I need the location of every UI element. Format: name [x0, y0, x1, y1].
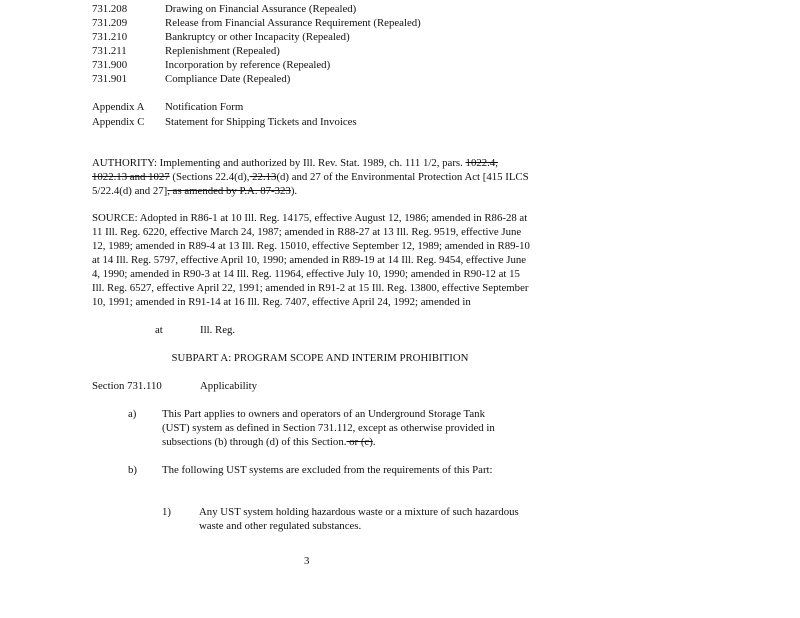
source-paragraph [92, 211, 532, 309]
appendix-title: Notification Form [165, 101, 244, 113]
section-title: Applicability [200, 380, 257, 392]
appendix-title: Statement for Shipping Tickets and Invoices [165, 116, 357, 128]
toc-title: Release from Financial Assurance Requirement (Repealed) [165, 17, 421, 29]
toc-number: 731.900 [92, 59, 128, 71]
source-text: SOURCE: Adopted in R86-1 at 10 Ill. Reg. 14175, effective August 12, 1986; amended in R86-28 at 11 Ill. Reg. 6220, effective March 24, 1987; amended in R88-27 at 13 Ill. Reg. 9519, effective June 12, 1989; amended in R89-4 at 13 Ill. Reg. 15010, effective September 12, 1989; amended in R89-10 at 14 Ill. Reg. 5797, effective April 10, 1990; amended in R89-19 at 14 Ill. Reg. 9454, effective June 4, 1990; amended in R90-3 at 14 Ill. Reg. 11964, effective July 10, 1990; amended in R90-12 at 15 Ill. Reg. 6527, effective April 22, 1991; amended in R91-2 at 15 Ill. Reg. 13800, effective September 10, 1991; amended in R91-14 at 16 Ill. Reg. 7407, effective April 24, 1992; amended in [92, 212, 530, 308]
item-b-label: b) [128, 464, 137, 476]
item-a-body: This Part applies to owners and operators of an Underground Storage Tank (UST) system as defined in Section 731.112, except as otherwise provided in subsections (b) through (d) of this Section. [162, 408, 495, 448]
toc-number: 731.208 [92, 3, 128, 15]
authority-text: AUTHORITY: Implementing and authorized by Ill. Rev. Stat. 1989, ch. 111 1/2, pars. [92, 157, 463, 169]
authority-deleted-text: 1022.4, 1022.13 and 1027 [92, 157, 498, 183]
item-b-text: The following UST systems are excluded from the requirements of this Part: [162, 464, 493, 476]
toc-title: Drawing on Financial Assurance (Repealed) [165, 3, 357, 15]
source-blank-reg: Ill. Reg. [200, 324, 236, 336]
toc-number: 731.211 [92, 45, 127, 57]
item-a-end: . [372, 436, 376, 448]
source-blank-at: at [155, 324, 163, 336]
toc-number: 731.901 [92, 73, 128, 85]
authority-deleted-text: 22.13 [249, 171, 277, 183]
page-number: 3 [304, 555, 310, 567]
toc-title: Replenishment (Repealed) [165, 45, 280, 57]
item-a-text [162, 407, 512, 449]
toc-title: Incorporation by reference (Repealed) [165, 59, 331, 71]
toc-number: 731.209 [92, 17, 128, 29]
item-a-deleted-text: or (c) [346, 436, 373, 448]
appendix-label: Appendix A [92, 101, 145, 113]
toc-number: 731.210 [92, 31, 128, 43]
authority-text: ). [290, 185, 298, 197]
authority-paragraph [92, 156, 532, 198]
toc-title: Bankruptcy or other Incapacity (Repealed) [165, 31, 350, 43]
item-a-label: a) [128, 408, 137, 420]
authority-text: (Sections 22.4(d), [169, 171, 250, 183]
item-b1-label: 1) [162, 506, 171, 518]
authority-text: (d) and 27 of the Environmental Protection Act [415 ILCS 5/22.4(d) and 27] [92, 171, 529, 197]
authority-deleted-text: , as amended by P.A. 87-323 [167, 185, 291, 197]
section-number: Section 731.110 [92, 380, 162, 392]
toc-title: Compliance Date (Repealed) [165, 73, 291, 85]
appendix-label: Appendix C [92, 116, 145, 128]
subpart-heading: SUBPART A: PROGRAM SCOPE AND INTERIM PROHIBITION [171, 352, 469, 364]
item-b1-text: Any UST system holding hazardous waste or a mixture of such hazardous waste and other regulated substances. [199, 506, 519, 532]
